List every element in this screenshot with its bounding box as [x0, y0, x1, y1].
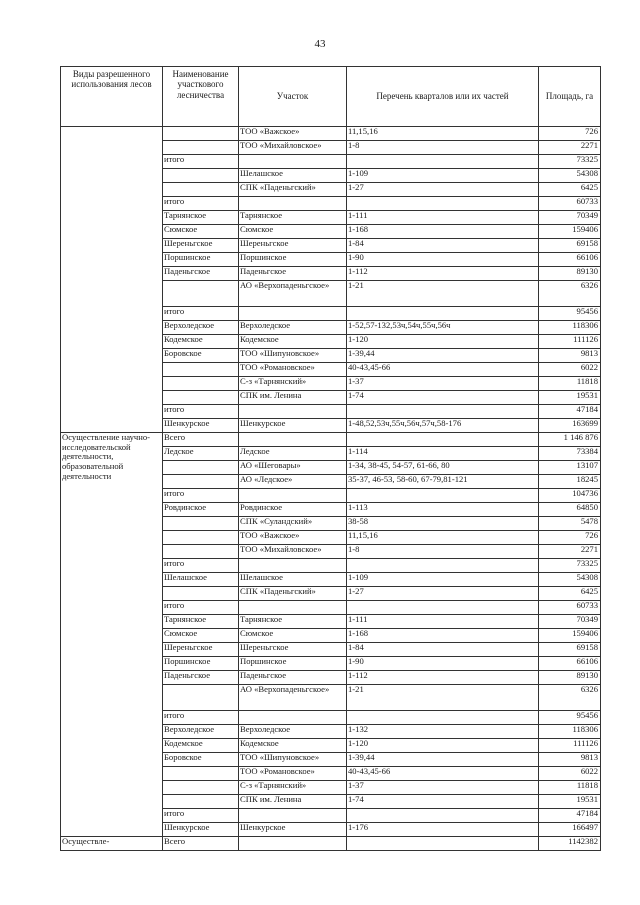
quarters-cell: 38-58 [347, 517, 539, 531]
forestry-cell [163, 781, 239, 795]
area-cell: 66106 [539, 253, 601, 267]
table-row [61, 127, 601, 141]
quarters-cell: 1-120 [347, 335, 539, 349]
area-cell: 47184 [539, 405, 601, 419]
quarters-cell: 11,15,16 [347, 127, 539, 141]
area-cell: 11818 [539, 781, 601, 795]
site-cell [239, 711, 347, 725]
quarters-cell: 1-168 [347, 225, 539, 239]
quarters-cell: 1-27 [347, 587, 539, 601]
header-forestry: Наименование участкового лесничества [163, 67, 239, 127]
site-cell: Сюмское [239, 225, 347, 239]
forestry-cell [163, 545, 239, 559]
area-cell: 69158 [539, 239, 601, 253]
quarters-cell: 1-84 [347, 643, 539, 657]
forestry-cell: Паденьгское [163, 267, 239, 281]
site-cell: ТОО «Романовское» [239, 767, 347, 781]
forestry-cell: Верхоледское [163, 725, 239, 739]
forestry-cell: Боровское [163, 753, 239, 767]
site-cell: Шелашское [239, 573, 347, 587]
site-cell: С-з «Тарнянский» [239, 377, 347, 391]
quarters-cell: 1-109 [347, 573, 539, 587]
area-cell: 47184 [539, 809, 601, 823]
forestry-cell: Поршинское [163, 253, 239, 267]
site-cell [239, 559, 347, 573]
forestry-cell: Кодемское [163, 739, 239, 753]
area-cell: 73325 [539, 155, 601, 169]
forestry-cell [163, 767, 239, 781]
site-cell: ТОО «Михайловское» [239, 141, 347, 155]
quarters-cell: 1-21 [347, 685, 539, 711]
forestry-cell: итого [163, 601, 239, 615]
area-cell: 70349 [539, 211, 601, 225]
forestry-cell [163, 531, 239, 545]
area-cell: 89130 [539, 671, 601, 685]
site-cell: АО «Ледское» [239, 475, 347, 489]
quarters-cell [347, 433, 539, 447]
site-cell: СПК им. Ленина [239, 391, 347, 405]
site-cell: ТОО «Шипуновское» [239, 349, 347, 363]
area-cell: 6425 [539, 183, 601, 197]
site-cell [239, 155, 347, 169]
area-cell: 159406 [539, 629, 601, 643]
forestry-cell [163, 475, 239, 489]
quarters-cell [347, 405, 539, 419]
quarters-cell [347, 197, 539, 211]
area-cell: 69158 [539, 643, 601, 657]
quarters-cell: 1-39,44 [347, 349, 539, 363]
site-cell: СПК «Суландский» [239, 517, 347, 531]
forestry-cell [163, 391, 239, 405]
quarters-cell: 1-114 [347, 447, 539, 461]
site-cell: АО «Шеговары» [239, 461, 347, 475]
quarters-cell: 1-90 [347, 657, 539, 671]
quarters-cell: 1-48,52,53ч,55ч,56ч,57ч,58-176 [347, 419, 539, 433]
site-cell: Шереньгское [239, 643, 347, 657]
quarters-cell: 40-43,45-66 [347, 363, 539, 377]
area-cell: 159406 [539, 225, 601, 239]
area-cell: 64850 [539, 503, 601, 517]
area-cell: 1 146 876 [539, 433, 601, 447]
site-cell: Верхоледское [239, 725, 347, 739]
forestry-cell: итого [163, 711, 239, 725]
area-cell: 1142382 [539, 837, 601, 851]
quarters-cell [347, 711, 539, 725]
area-cell: 2271 [539, 141, 601, 155]
area-cell: 166497 [539, 823, 601, 837]
site-cell: ТОО «Романовское» [239, 363, 347, 377]
area-cell: 66106 [539, 657, 601, 671]
quarters-cell: 1-8 [347, 545, 539, 559]
site-cell [239, 837, 347, 851]
site-cell: ТОО «Важское» [239, 127, 347, 141]
area-cell: 111126 [539, 739, 601, 753]
forestry-cell: Всего [163, 837, 239, 851]
area-cell: 6022 [539, 767, 601, 781]
quarters-cell: 1-84 [347, 239, 539, 253]
site-cell: Поршинское [239, 253, 347, 267]
quarters-cell [347, 601, 539, 615]
area-cell: 726 [539, 127, 601, 141]
area-cell: 60733 [539, 197, 601, 211]
quarters-cell [347, 837, 539, 851]
forestry-cell: Тарнянское [163, 211, 239, 225]
site-cell: С-з «Тарнянский» [239, 781, 347, 795]
quarters-cell: 1-37 [347, 781, 539, 795]
use-type-cell [61, 127, 163, 433]
forestry-cell [163, 169, 239, 183]
area-cell: 9813 [539, 349, 601, 363]
forestry-cell: Сюмское [163, 629, 239, 643]
quarters-cell: 1-112 [347, 267, 539, 281]
forestry-cell: Поршинское [163, 657, 239, 671]
site-cell [239, 405, 347, 419]
quarters-cell: 1-176 [347, 823, 539, 837]
forestry-cell: итого [163, 307, 239, 321]
use-type-cell: Осуществле- [61, 837, 163, 851]
forestry-cell: итого [163, 559, 239, 573]
site-cell: АО «Верхопаденьгское» [239, 685, 347, 711]
quarters-cell: 1-132 [347, 725, 539, 739]
header-area: Площадь, га [539, 67, 601, 127]
forestry-cell [163, 127, 239, 141]
quarters-cell: 1-90 [347, 253, 539, 267]
forest-use-table [60, 66, 601, 851]
quarters-cell: 1-74 [347, 391, 539, 405]
forestry-cell: итого [163, 155, 239, 169]
area-cell: 13107 [539, 461, 601, 475]
site-cell: Шенкурское [239, 823, 347, 837]
forestry-cell: Верхоледское [163, 321, 239, 335]
quarters-cell: 11,15,16 [347, 531, 539, 545]
site-cell: Паденьгское [239, 671, 347, 685]
site-cell: СПК «Паденьгский» [239, 183, 347, 197]
site-cell: Кодемское [239, 739, 347, 753]
quarters-cell: 1-27 [347, 183, 539, 197]
area-cell: 19531 [539, 391, 601, 405]
site-cell: Ровдинское [239, 503, 347, 517]
site-cell: ТОО «Важское» [239, 531, 347, 545]
site-cell: Шереньгское [239, 239, 347, 253]
site-cell: Тарнянское [239, 211, 347, 225]
area-cell: 6326 [539, 281, 601, 307]
site-cell [239, 809, 347, 823]
forestry-cell [163, 141, 239, 155]
area-cell: 6022 [539, 363, 601, 377]
quarters-cell: 1-34, 38-45, 54-57, 61-66, 80 [347, 461, 539, 475]
forestry-cell: Шенкурское [163, 823, 239, 837]
area-cell: 60733 [539, 601, 601, 615]
site-cell: СПК «Паденьгский» [239, 587, 347, 601]
site-cell [239, 197, 347, 211]
area-cell: 73384 [539, 447, 601, 461]
forestry-cell: Тарнянское [163, 615, 239, 629]
site-cell: Тарнянское [239, 615, 347, 629]
area-cell: 111126 [539, 335, 601, 349]
area-cell: 95456 [539, 711, 601, 725]
quarters-cell: 1-109 [347, 169, 539, 183]
area-cell: 5478 [539, 517, 601, 531]
area-cell: 163699 [539, 419, 601, 433]
quarters-cell [347, 489, 539, 503]
quarters-cell: 1-120 [347, 739, 539, 753]
site-cell [239, 489, 347, 503]
area-cell: 70349 [539, 615, 601, 629]
quarters-cell: 35-37, 46-53, 58-60, 67-79,81-121 [347, 475, 539, 489]
header-use-type: Виды разрешенного использования лесов [61, 67, 163, 127]
forestry-cell [163, 587, 239, 601]
area-cell: 54308 [539, 169, 601, 183]
forestry-cell: итого [163, 489, 239, 503]
area-cell: 73325 [539, 559, 601, 573]
header-site: Участок [239, 67, 347, 127]
table-body [61, 127, 601, 851]
area-cell: 118306 [539, 321, 601, 335]
site-cell [239, 433, 347, 447]
quarters-cell: 1-111 [347, 615, 539, 629]
forestry-cell: Шереньгское [163, 239, 239, 253]
quarters-cell [347, 559, 539, 573]
site-cell: Шелашское [239, 169, 347, 183]
forestry-cell: Шенкурское [163, 419, 239, 433]
forestry-cell: Сюмское [163, 225, 239, 239]
site-cell: Паденьгское [239, 267, 347, 281]
area-cell: 19531 [539, 795, 601, 809]
area-cell: 2271 [539, 545, 601, 559]
area-cell: 104736 [539, 489, 601, 503]
forestry-cell [163, 685, 239, 711]
quarters-cell: 1-168 [347, 629, 539, 643]
area-cell: 726 [539, 531, 601, 545]
area-cell: 11818 [539, 377, 601, 391]
area-cell: 6326 [539, 685, 601, 711]
site-cell: Шенкурское [239, 419, 347, 433]
forestry-cell: Ровдинское [163, 503, 239, 517]
forestry-cell: Шереньгское [163, 643, 239, 657]
page-number: 43 [314, 38, 326, 50]
site-cell: ТОО «Михайловское» [239, 545, 347, 559]
area-cell: 9813 [539, 753, 601, 767]
forestry-cell: Паденьгское [163, 671, 239, 685]
table-row [61, 433, 601, 447]
area-cell: 18245 [539, 475, 601, 489]
header-quarters: Перечень кварталов или их частей [347, 67, 539, 127]
forestry-cell [163, 795, 239, 809]
quarters-cell: 1-112 [347, 671, 539, 685]
forestry-cell: Шелашское [163, 573, 239, 587]
quarters-cell: 40-43,45-66 [347, 767, 539, 781]
forestry-cell [163, 461, 239, 475]
forestry-cell [163, 363, 239, 377]
forestry-cell: Кодемское [163, 335, 239, 349]
quarters-cell: 1-111 [347, 211, 539, 225]
site-cell [239, 601, 347, 615]
forestry-cell [163, 281, 239, 307]
quarters-cell: 1-39,44 [347, 753, 539, 767]
site-cell: Сюмское [239, 629, 347, 643]
area-cell: 6425 [539, 587, 601, 601]
site-cell: АО «Верхопаденьгское» [239, 281, 347, 307]
area-cell: 118306 [539, 725, 601, 739]
table-header-row [61, 67, 601, 127]
forestry-cell [163, 517, 239, 531]
quarters-cell: 1-113 [347, 503, 539, 517]
forestry-cell: Всего [163, 433, 239, 447]
quarters-cell [347, 155, 539, 169]
forestry-cell: Ледское [163, 447, 239, 461]
quarters-cell [347, 809, 539, 823]
forestry-cell: итого [163, 405, 239, 419]
area-cell: 95456 [539, 307, 601, 321]
site-cell: Кодемское [239, 335, 347, 349]
site-cell: Верхоледское [239, 321, 347, 335]
site-cell [239, 307, 347, 321]
quarters-cell: 1-52,57-132,53ч,54ч,55ч,56ч [347, 321, 539, 335]
use-type-cell: Осуществление научно-исследовательской деятельности, образовательной деятельности [61, 433, 163, 837]
quarters-cell: 1-8 [347, 141, 539, 155]
site-cell: Поршинское [239, 657, 347, 671]
site-cell: Ледское [239, 447, 347, 461]
quarters-cell: 1-37 [347, 377, 539, 391]
site-cell: ТОО «Шипуновское» [239, 753, 347, 767]
area-cell: 54308 [539, 573, 601, 587]
forestry-cell: итого [163, 197, 239, 211]
forestry-cell [163, 377, 239, 391]
site-cell: СПК им. Ленина [239, 795, 347, 809]
quarters-cell: 1-74 [347, 795, 539, 809]
quarters-cell [347, 307, 539, 321]
forestry-cell [163, 183, 239, 197]
forestry-cell: Боровское [163, 349, 239, 363]
table-row [61, 837, 601, 851]
area-cell: 89130 [539, 267, 601, 281]
forestry-cell: итого [163, 809, 239, 823]
quarters-cell: 1-21 [347, 281, 539, 307]
